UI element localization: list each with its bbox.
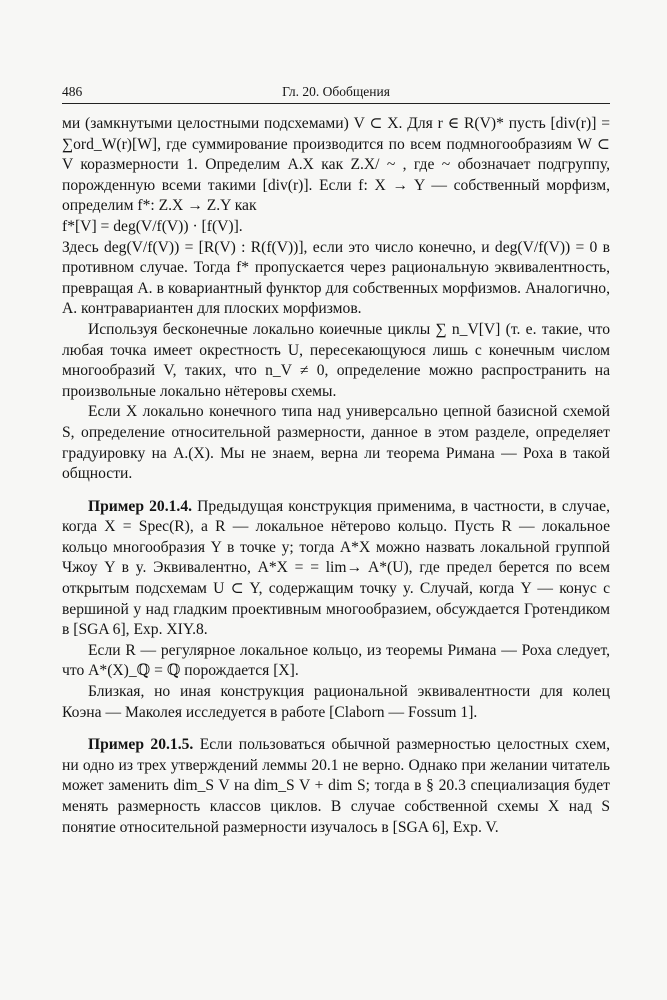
page-body (62, 114, 610, 838)
example-text: Если пользоваться обычной размерностью целостных схем, ни одно из трех утверждений леммы 20.1 не верно. Однако при желании читатель может заменить dim_S V на dim_S V + dim S; тогда в § 20.3 специализация будет менять размерность классов циклов. В случае собственной схемы X над S понятие относительной размерности изучалось в [SGA 6], Exp. V. (62, 736, 610, 836)
paragraph-continuation: ми (замкнутыми целостными подсхемами) V ⊂ X. Для r ∈ R(V)* пусть [div(r)] = ∑ord_W(r)[W], где суммирование производится по всем подмногообразиям W ⊂ V коразмерности 1. Определим A.X как Z.X/ ~ , где ~ обозначает подгруппу, порожденную всеми такими [div(r)]. Если f: X → Y — собственный морфизм, определим f*: Z.X → Z.Y как (62, 115, 610, 215)
paragraph-cohen-macaulay: Близкая, но иная конструкция рациональной эквивалентности для колец Коэна — Маколея исследуется в работе [Claborn — Fossum 1]. (62, 683, 610, 721)
paragraph-deg-definition: Здесь deg(V/f(V)) = [R(V) : R(f(V))], если это число конечно, и deg(V/f(V)) = 0 в противном случае. Тогда f* пропускается через рациональную эквивалентность, превращая A. в ковариантный функтор для собственных морфизмов. Аналогично, A. контравариантен для плоских морфизмов. (62, 238, 610, 318)
page-number: 486 (62, 84, 83, 99)
paragraph-infinite-cycles: Используя бесконечные локально коиечные циклы ∑ n_V[V] (т. е. такие, что любая точка имеет окрестность U, пересекающуюся лишь с конечным числом многообразий V, таких, что n_V ≠ 0, определение можно распространить на произвольные локально нётеровы схемы. (62, 320, 610, 400)
paragraph-universally-catenary: Если X локально конечного типа над универсально цепной базисной схемой S, определение относительной размерности, данное в этом разделе, определяет градуировку на A.(X). Мы не знаем, верна ли теорема Римана — Роха в такой общности. (62, 403, 610, 483)
section-gap (62, 485, 610, 497)
example-label: Пример 20.1.4. (88, 497, 193, 515)
example-20-1-4 (62, 497, 610, 641)
section-gap (62, 723, 610, 735)
paragraph-regular-local-ring: Если R — регулярное локальное кольцо, из теоремы Римана — Роха следует, что A*(X)_ℚ = ℚ порождается [X]. (62, 641, 610, 680)
running-title: Гл. 20. Обобщения (282, 84, 390, 99)
example-label: Пример 20.1.5. (88, 736, 194, 754)
example-text: Предыдущая конструкция применима, в частности, в случае, когда X = Spec(R), а R — локальное нётерово кольцо. Пусть R — локальное кольцо многообразия Y в точке y; тогда A*X можно назвать локальной группой Чжоу Y в y. Эквивалентно, A*X = = lim→ A*(U), где предел берется по всем открытым подсхемам U ⊂ Y, содержащим точку y. Случай, когда Y — конус с вершиной y над гладким проективным многообразием, обсуждается Гротендиком в [SGA 6], Exp. XIY.8. (62, 497, 610, 639)
header-rule (62, 103, 610, 104)
example-20-1-5 (62, 735, 610, 838)
display-formula: f*[V] = deg(V/f(V)) · [f(V)]. (62, 217, 243, 235)
